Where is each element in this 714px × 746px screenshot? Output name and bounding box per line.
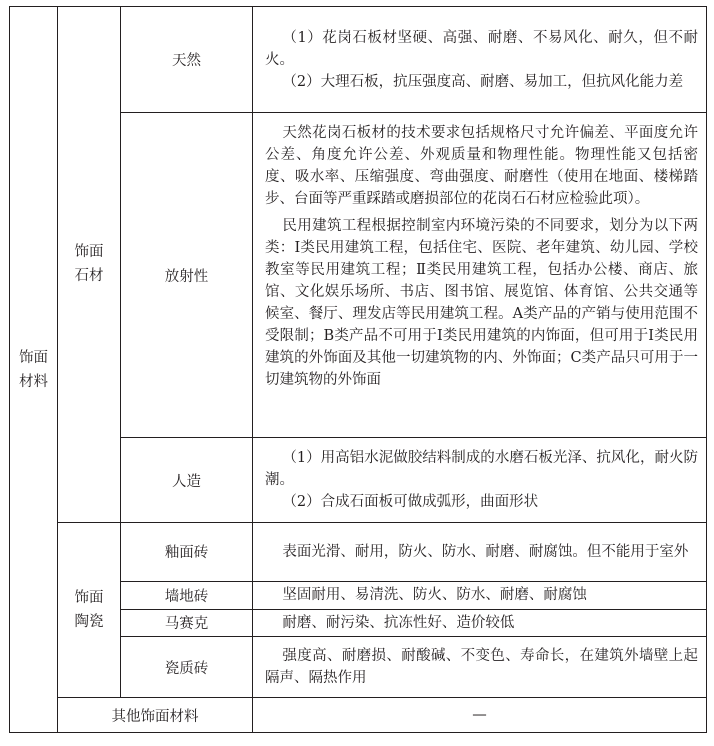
desc-paragraph: （2）合成石面板可做成弧形，曲面形状 <box>282 494 539 511</box>
materials-spec-table <box>9 6 707 733</box>
desc-paragraph: 天然花岗石板材的技术要求包括规格尺寸允许偏差、平面度允许公差、角度允许公差、外观质量和物理性能。物理性能又包括密度、吸水率、压缩强度、弯曲强度、耐磨性（使用在地面、楼梯踏步、台面等严重踩踏或磨损部位的花岗石石材应检验此项）。 <box>265 125 698 208</box>
desc-cell <box>253 7 707 113</box>
desc-paragraph: 民用建筑工程根据控制室内环境污染的不同要求，划分为以下两类：Ⅰ类民用建筑工程，包括住宅、医院、老年建筑、幼儿园、学校教室等民用建筑工程；Ⅱ类民用建筑工程，包括办公楼、商店、旅馆、文化娱乐场所、书店、图书馆、展览馆、体育馆、公共交通等候室、餐厅、理发店等民用建筑工程。A类产品的产销与使用范围不受限制；B类产品不可用于Ⅰ类民用建筑的内饰面，但可用于Ⅰ类民用建筑的外饰面及其他一切建筑物的内、外饰面；C类产品只可用于一切建筑物的外饰面 <box>265 218 698 389</box>
table-row <box>10 7 707 113</box>
group-line: 陶瓷 <box>74 614 104 631</box>
desc-cell <box>253 637 707 698</box>
desc-paragraph: 坚固耐用、易清洗、防火、防水、耐磨、耐腐蚀 <box>282 587 587 604</box>
table-row <box>10 698 707 733</box>
item-cell: 釉面砖 <box>121 522 253 581</box>
desc-cell <box>253 113 707 438</box>
group-cell-stone <box>58 7 121 523</box>
item-cell: 墙地砖 <box>121 582 253 610</box>
category-line: 材料 <box>19 373 48 390</box>
item-cell: 放射性 <box>121 113 253 438</box>
desc-paragraph: （1）用高铝水泥做胶结料制成的水磨石板光泽、抗风化，耐火防潮。 <box>265 450 698 489</box>
desc-paragraph: （1）花岗石板材坚硬、高强、耐磨、不易风化、耐久，但不耐火。 <box>265 29 698 68</box>
item-cell: 天然 <box>121 7 253 113</box>
other-materials-cell: 其他饰面材料 <box>58 698 253 733</box>
desc-cell <box>253 522 707 581</box>
group-cell-ceramic <box>58 522 121 697</box>
desc-paragraph: （2）大理石板，抗压强度高、耐磨、易加工，但抗风化能力差 <box>282 73 684 90</box>
item-cell: 人造 <box>121 438 253 523</box>
desc-paragraph: 表面光滑、耐用，防火、防水、耐磨、耐腐蚀。但不能用于室外 <box>282 543 689 560</box>
item-cell: 马赛克 <box>121 609 253 637</box>
desc-cell <box>253 582 707 610</box>
desc-cell <box>253 438 707 523</box>
other-materials-desc: — <box>253 698 707 733</box>
table-row <box>10 522 707 581</box>
category-cell <box>10 7 58 733</box>
desc-paragraph: 耐磨、耐污染、抗冻性好、造价较低 <box>282 614 515 631</box>
group-line: 饰面 <box>74 244 104 261</box>
desc-cell <box>253 609 707 637</box>
group-line: 石材 <box>74 268 104 285</box>
category-line: 饰面 <box>19 349 48 366</box>
desc-paragraph: 强度高、耐磨损、耐酸碱、不变色、寿命长，在建筑外墙壁上起隔声、隔热作用 <box>265 648 698 687</box>
item-cell: 瓷质砖 <box>121 637 253 698</box>
group-line: 饰面 <box>74 590 104 607</box>
